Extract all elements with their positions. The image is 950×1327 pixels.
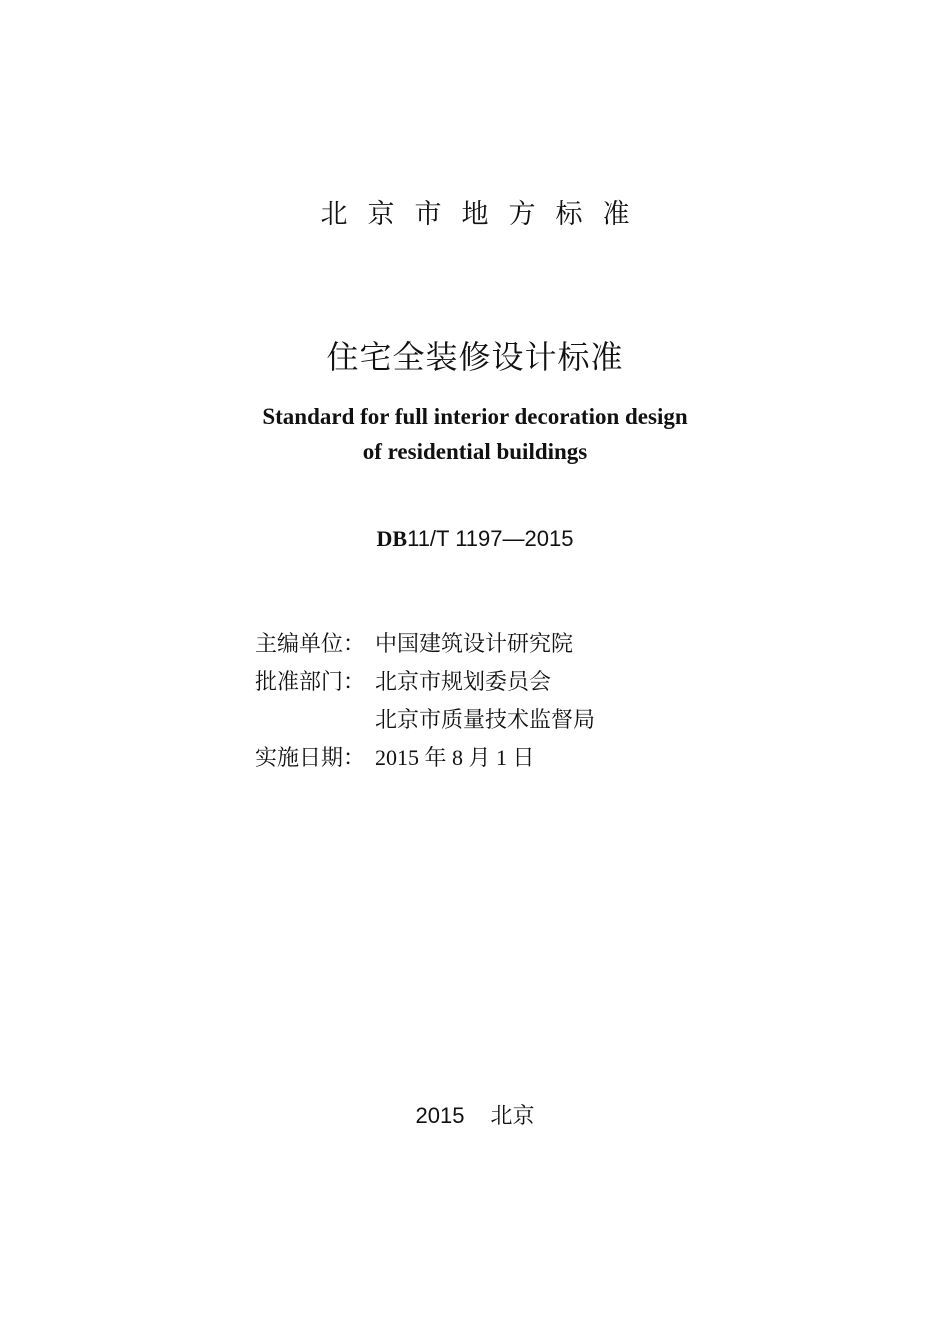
document-title-chinese: 住宅全装修设计标准 bbox=[326, 338, 624, 376]
effective-date-value: 2015 年 8 月 1 日 bbox=[375, 745, 535, 770]
approver-label: 批准部门： bbox=[255, 669, 366, 694]
editor-value: 中国建筑设计研究院 bbox=[375, 631, 574, 656]
standard-code bbox=[0, 526, 950, 552]
publication-footer bbox=[0, 1099, 950, 1130]
footer-year: 2015 bbox=[415, 1103, 465, 1128]
editor-label: 主编单位： bbox=[255, 631, 366, 656]
document-title-english-line-1: Standard for full interior decoration design bbox=[262, 404, 688, 429]
standard-category: 北京市地方标准 bbox=[320, 199, 650, 230]
effective-date-row bbox=[255, 742, 595, 780]
footer-city: 北京 bbox=[490, 1103, 535, 1128]
standard-code-number: 11/T 1197—2015 bbox=[407, 526, 574, 551]
editor-row bbox=[255, 628, 595, 666]
approver-value-1: 北京市规划委员会 bbox=[375, 669, 552, 694]
approver-value-2: 北京市质量技术监督局 bbox=[375, 707, 596, 732]
approver-row bbox=[255, 666, 595, 704]
document-title-english-line-2: of residential buildings bbox=[362, 439, 588, 464]
approver-row-2 bbox=[255, 704, 595, 742]
standard-code-prefix: DB bbox=[376, 526, 408, 551]
effective-date-label: 实施日期： bbox=[255, 745, 366, 770]
publication-info bbox=[255, 628, 595, 780]
